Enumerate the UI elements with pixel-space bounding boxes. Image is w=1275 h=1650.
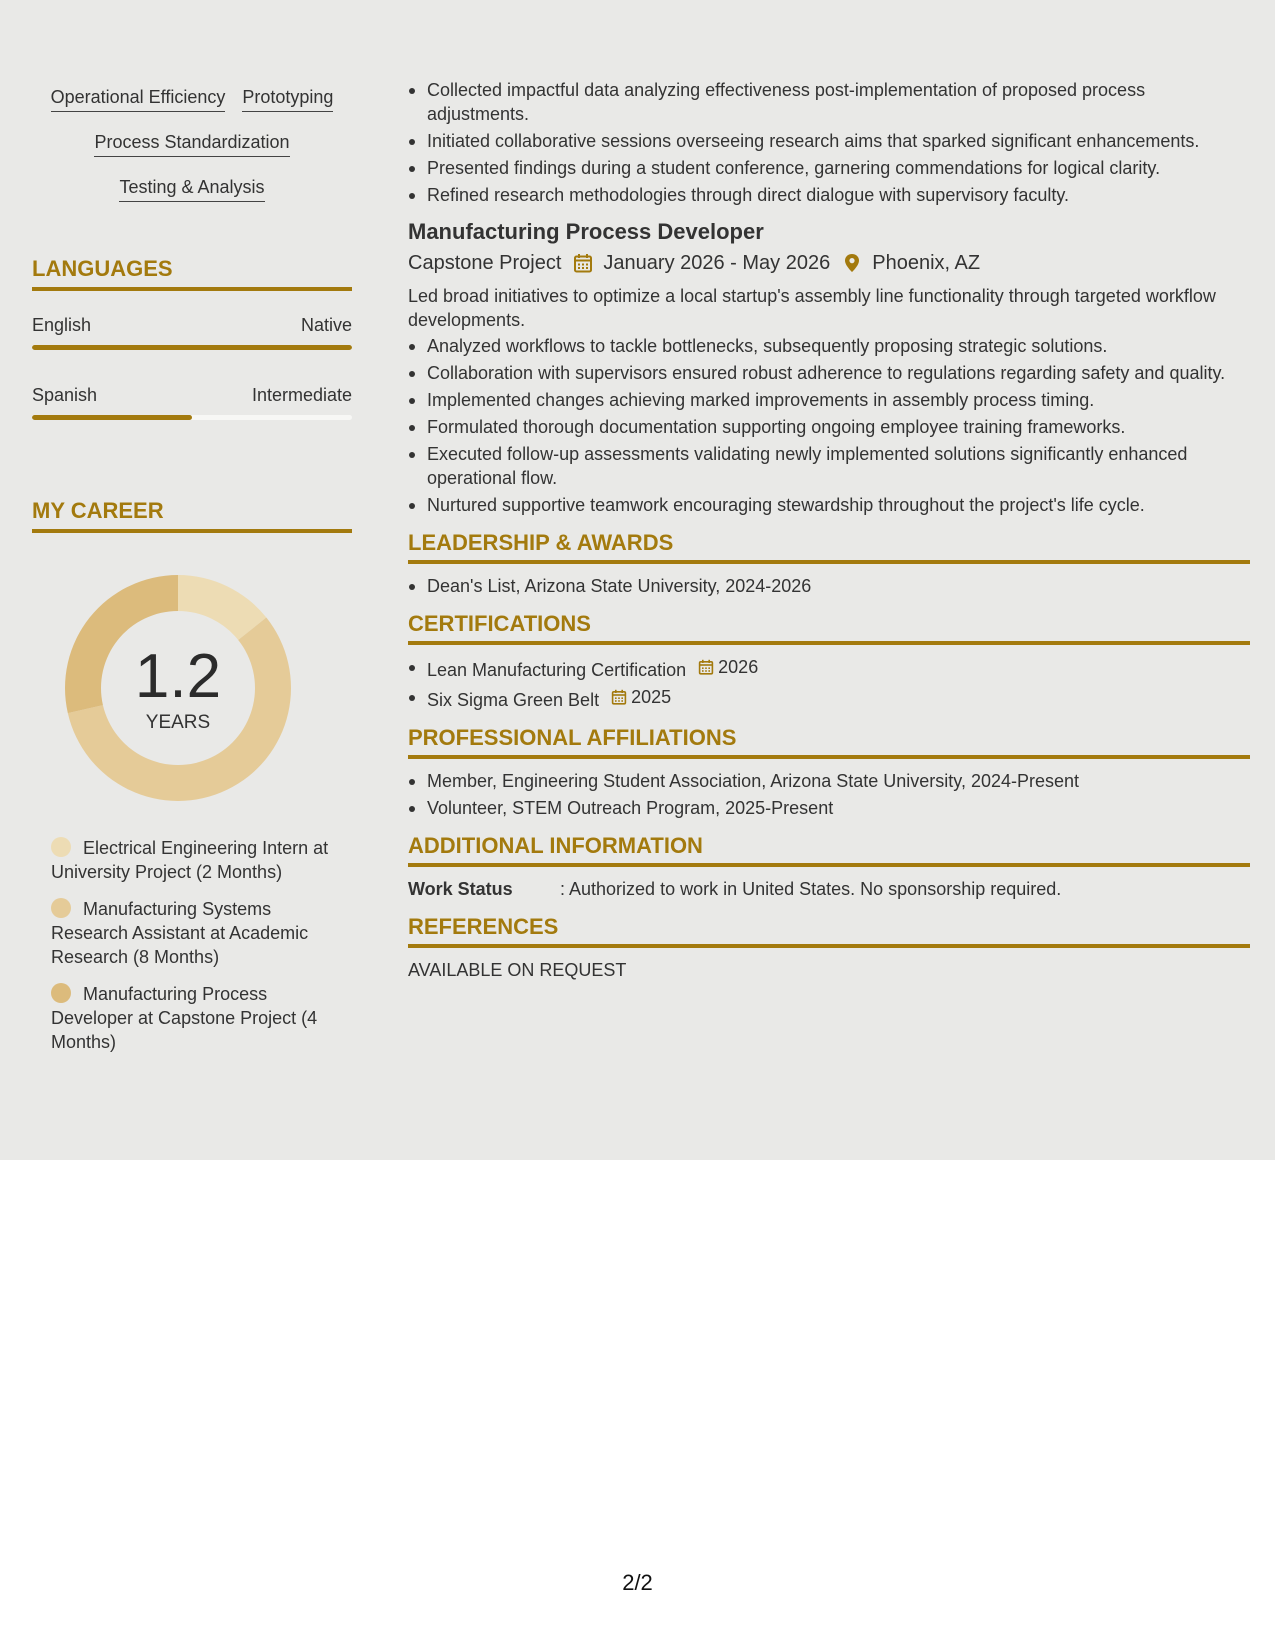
list-item: Member, Engineering Student Association, Arizona State University, 2024-Present	[408, 769, 1250, 793]
career-donut-chart	[65, 575, 291, 801]
legend-dot	[51, 898, 71, 918]
cert-date	[698, 655, 758, 679]
calendar-icon	[573, 253, 593, 273]
work-status-row	[408, 877, 1250, 901]
list-item	[408, 685, 1250, 712]
career-total-value: 1.2	[134, 642, 222, 711]
language-item	[32, 314, 352, 350]
list-item: Initiated collaborative sessions overseeing research aims that sparked significant enhancements.	[408, 129, 1250, 153]
list-item	[408, 655, 1250, 682]
legend-item	[51, 897, 341, 969]
legend-dot	[51, 983, 71, 1003]
affiliations-heading: PROFESSIONAL AFFILIATIONS	[408, 724, 1250, 759]
skills-row	[32, 175, 352, 220]
skills-row	[32, 85, 352, 130]
legend-dot	[51, 837, 71, 857]
job-bullets	[408, 334, 1250, 517]
legend-label: Manufacturing Systems Research Assistant at Academic Research (8 Months)	[51, 899, 309, 967]
legend-label: Electrical Engineering Intern at University Project (2 Months)	[51, 838, 329, 882]
language-name: English	[32, 315, 92, 335]
additional-heading: ADDITIONAL INFORMATION	[408, 832, 1250, 867]
list-item: Refined research methodologies through direct dialogue with supervisory faculty.	[408, 183, 1250, 207]
list-item: Collaboration with supervisors ensured robust adherence to regulations regarding safety and quality.	[408, 361, 1250, 385]
list-item: Implemented changes achieving marked improvements in assembly process timing.	[408, 388, 1250, 412]
leadership-heading: LEADERSHIP & AWARDS	[408, 529, 1250, 564]
job-location: Phoenix, AZ	[872, 252, 981, 274]
cert-date	[611, 685, 671, 709]
list-item: Nurtured supportive teamwork encouraging stewardship throughout the project's life cycle.	[408, 493, 1250, 517]
job-dates: January 2026 - May 2026	[603, 252, 831, 274]
references-text: AVAILABLE ON REQUEST	[408, 960, 627, 980]
certifications-heading: CERTIFICATIONS	[408, 610, 1250, 645]
language-bar	[32, 345, 352, 350]
cert-year: 2026	[718, 657, 759, 677]
skill-tag: Prototyping	[242, 85, 333, 112]
language-level: Intermediate	[251, 385, 352, 405]
skill-tag: Process Standardization	[94, 130, 289, 157]
list-item: Dean's List, Arizona State University, 2024-2026	[408, 574, 1250, 598]
language-bar	[32, 415, 352, 420]
list-item: Collected impactful data analyzing effectiveness post-implementation of proposed process adjustments.	[408, 78, 1250, 126]
donut-center	[65, 575, 291, 801]
legend-label: Manufacturing Process Developer at Capstone Project (4 Months)	[51, 984, 318, 1052]
language-level: Native	[300, 315, 352, 335]
cert-name: Lean Manufacturing Certification	[427, 660, 687, 680]
cert-year: 2025	[631, 687, 672, 707]
affiliations-list	[408, 769, 1250, 820]
cert-name: Six Sigma Green Belt	[427, 690, 600, 710]
calendar-icon	[611, 688, 627, 706]
list-item: Analyzed workflows to tackle bottlenecks, subsequently proposing strategic solutions.	[408, 334, 1250, 358]
language-name: Spanish	[32, 385, 98, 405]
language-item	[32, 384, 352, 420]
job-meta	[408, 250, 1250, 276]
skills-list	[32, 85, 352, 220]
previous-job-bullets	[408, 78, 1250, 207]
references-heading: REFERENCES	[408, 913, 1250, 948]
list-item: Volunteer, STEM Outreach Program, 2025-Present	[408, 796, 1250, 820]
list-item: Presented findings during a student conference, garnering commendations for logical clarity.	[408, 156, 1250, 180]
languages-heading: LANGUAGES	[32, 255, 352, 291]
career-heading: MY CAREER	[32, 497, 352, 533]
calendar-icon	[698, 658, 714, 676]
language-bar-fill	[32, 345, 352, 350]
list-item: Executed follow-up assessments validating newly implemented solutions significantly enhanced operational flow.	[408, 442, 1250, 490]
main-content	[408, 78, 1250, 982]
work-status-label: Work Status	[408, 879, 513, 899]
skills-row	[32, 130, 352, 175]
job-company: Capstone Project	[408, 252, 562, 274]
skill-tag: Testing & Analysis	[119, 175, 264, 202]
work-status-value: : Authorized to work in United States. No sponsorship required.	[560, 879, 1062, 899]
map-pin-icon	[842, 253, 862, 273]
language-bar-fill	[32, 415, 192, 420]
skill-tag: Operational Efficiency	[51, 85, 226, 112]
leadership-list	[408, 574, 1250, 598]
job-description: Led broad initiatives to optimize a local startup's assembly line functionality through targeted workflow developments.	[408, 286, 1216, 330]
certifications-list	[408, 655, 1250, 712]
career-legend	[51, 836, 341, 1067]
legend-item	[51, 836, 341, 884]
page-number: 2/2	[622, 1570, 653, 1595]
job-title: Manufacturing Process Developer	[408, 219, 764, 244]
list-item: Formulated thorough documentation supporting ongoing employee training frameworks.	[408, 415, 1250, 439]
legend-item	[51, 982, 341, 1054]
career-total-unit: YEARS	[145, 712, 211, 733]
